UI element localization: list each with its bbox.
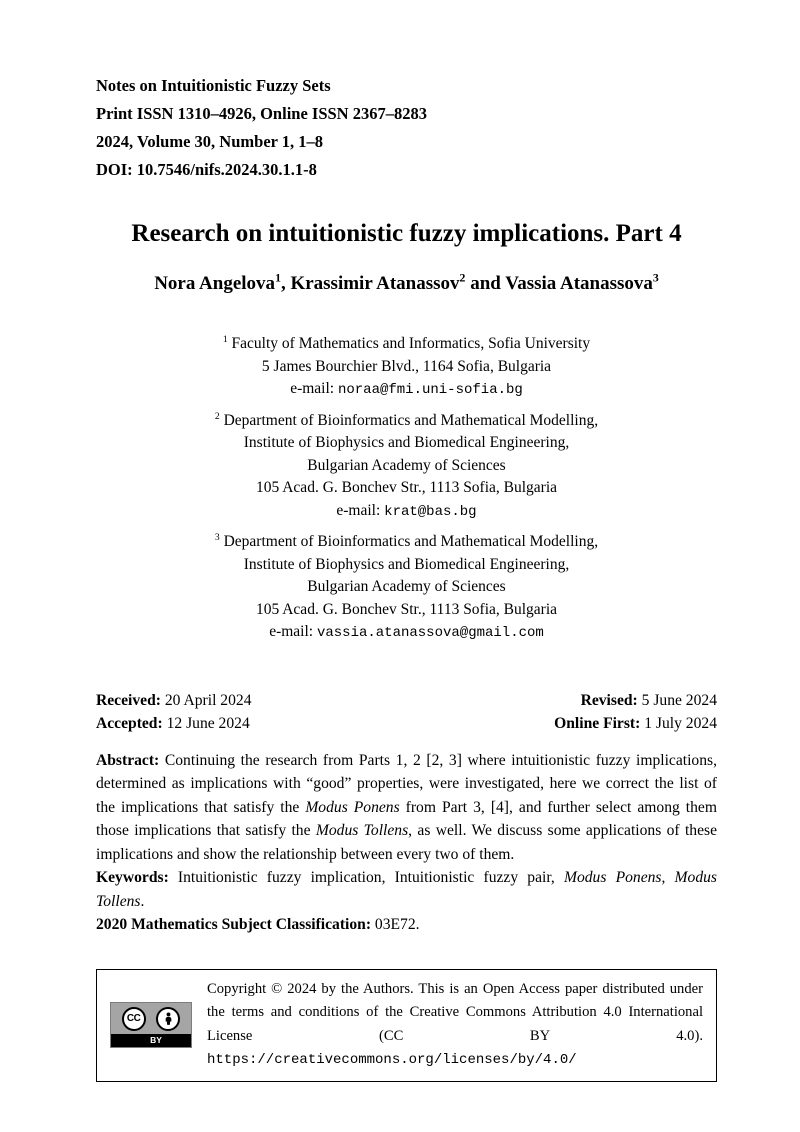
affiliation-line: $^1$ Faculty of Mathematics and Informatics, Sofia University — [222, 333, 591, 352]
affiliation-line: $^2$ Department of Bioinformatics and Mathematical Modelling, — [214, 410, 599, 429]
keywords-paragraph: Keywords: Intuitionistic fuzzy implication, Intuitionistic fuzzy pair, Modus Ponens, Modus Tollens. — [96, 869, 717, 910]
msc-paragraph: 2020 Mathematics Subject Classification: 03E72. — [96, 916, 420, 933]
journal-name: Notes on Intuitionistic Fuzzy Sets — [96, 76, 331, 95]
affiliations — [96, 333, 717, 645]
email-link[interactable]: noraa@fmi.uni-sofia.bg — [337, 382, 523, 398]
accepted-date: Accepted: 12 June 2024 — [96, 714, 250, 732]
doi-line: DOI: 10.7546/nifs.2024.30.1.1-8 — [96, 160, 317, 179]
affiliation-2 — [96, 410, 717, 524]
affiliation-email-line — [96, 500, 717, 524]
affiliation-line: Institute of Biophysics and Biomedical Engineering, — [243, 434, 570, 451]
authors-line: Nora Angelova$^1$, Krassimir Atanassov$^2$ and Vassia Atanassova$^3$ — [154, 271, 659, 294]
paper-title: Research on intuitionistic fuzzy implications. Part 4 — [131, 220, 682, 247]
email-label: e-mail: — [336, 501, 385, 519]
by-bar: BY — [111, 1034, 191, 1047]
affiliation-email-line — [96, 621, 717, 645]
affiliation-3 — [96, 531, 717, 645]
affiliation-email-line — [96, 378, 717, 402]
cc-icon: CC — [122, 1007, 146, 1031]
license-url[interactable]: https://creativecommons.org/licenses/by/4.0/ — [207, 1052, 577, 1068]
affiliation-line: $^3$ Department of Bioinformatics and Mathematical Modelling, — [214, 531, 599, 550]
journal-header — [96, 72, 717, 184]
revised-date: Revised: 5 June 2024 — [580, 691, 717, 709]
affiliation-1 — [96, 333, 717, 402]
person-icon — [156, 1007, 180, 1031]
dates-block — [96, 689, 717, 735]
affiliation-line: 105 Acad. G. Bonchev Str., 1113 Sofia, Bulgaria — [255, 479, 558, 496]
email-label: e-mail: — [290, 380, 338, 397]
email-label: e-mail: — [269, 623, 317, 640]
affiliation-marker: 3 — [214, 531, 220, 543]
received-date: Received: 20 April 2024 — [96, 691, 252, 709]
affiliation-line: Institute of Biophysics and Biomedical Engineering, — [243, 555, 570, 573]
abstract-block — [96, 749, 717, 937]
volume-line: 2024, Volume 30, Number 1, 1–8 — [96, 132, 324, 151]
affiliation-marker: 1 — [222, 333, 228, 345]
email-link[interactable]: krat@bas.bg — [384, 503, 477, 520]
affiliation-line: Bulgarian Academy of Sciences — [307, 456, 506, 474]
email-link[interactable]: vassia.atanassova@gmail.com — [316, 625, 544, 641]
affiliation-line: 5 James Bourchier Blvd., 1164 Sofia, Bulgaria — [261, 357, 552, 375]
online-first-date: Online First: 1 July 2024 — [554, 714, 717, 732]
copyright-box — [96, 969, 717, 1082]
affiliation-line: 105 Acad. G. Bonchev Str., 1113 Sofia, Bulgaria — [255, 600, 558, 618]
affiliation-line: Bulgarian Academy of Sciences — [307, 578, 506, 595]
affiliation-marker: 2 — [214, 410, 220, 422]
cc-by-badge — [110, 1002, 192, 1048]
abstract-paragraph: Abstract: Continuing the research from Parts 1, 2 [2, 3] where intuitionistic fuzzy implications, determined as implications with “good” properties, were investigated, here we correct the list of the implications that satisfy the Modus Ponens from Part 3, [4], and further select among them those implications that satisfy the Modus Tollens, as well. We discuss some applications of these implications and show the relationship between every two of them. — [96, 751, 717, 863]
copyright-text: Copyright © 2024 by the Authors. This is an Open Access paper distributed under the terms and conditions of the Creative Commons Attribution 4.0 International License (CC BY 4.0). https://creativecommons.org/licenses/by/4.0/ — [207, 980, 703, 1068]
dates-row — [96, 712, 717, 735]
dates-row — [96, 689, 717, 712]
issn-line: Print ISSN 1310–4926, Online ISSN 2367–8283 — [96, 104, 427, 123]
cc-badge-icons — [111, 1003, 191, 1034]
